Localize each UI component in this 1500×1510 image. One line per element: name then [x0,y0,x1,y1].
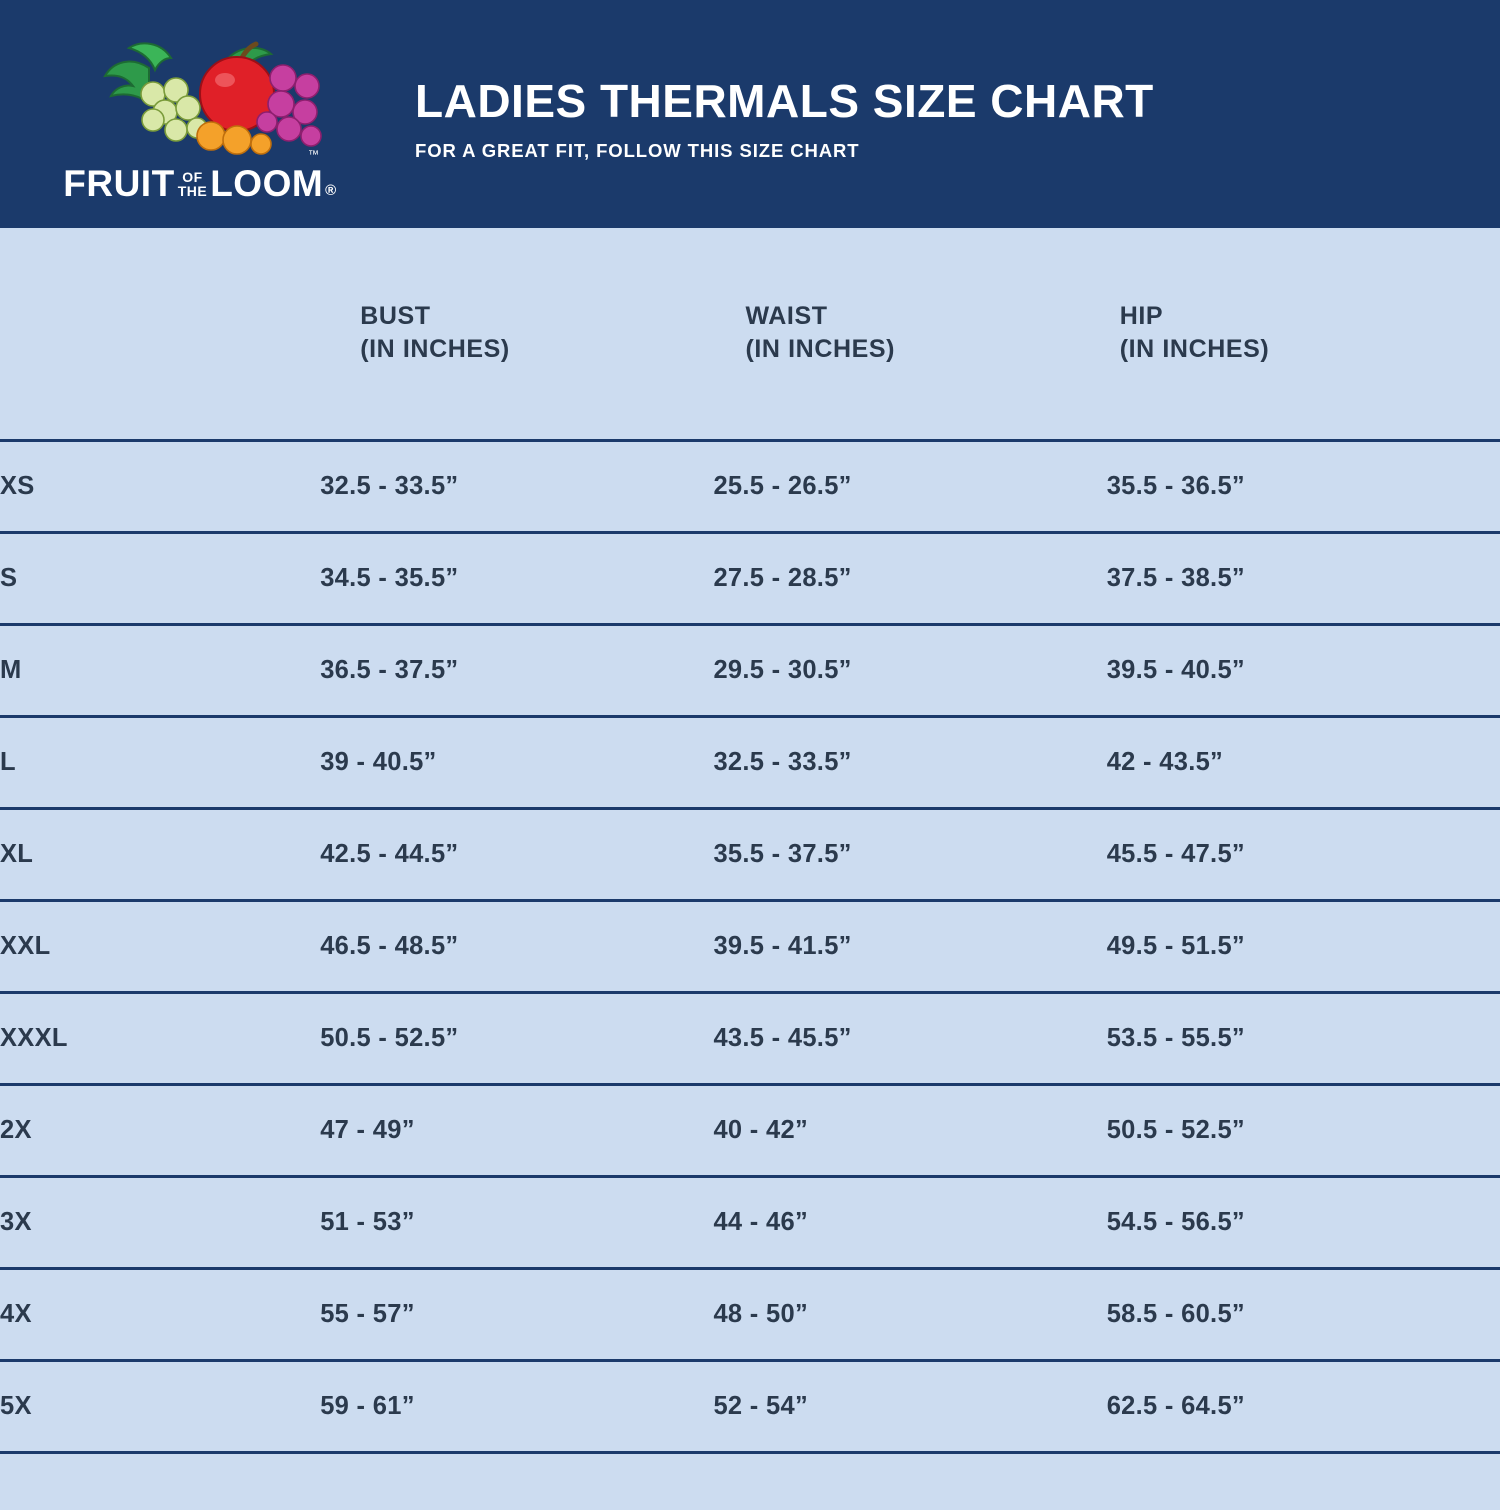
cell-bust: 42.5 - 44.5” [320,808,713,900]
cell-size: M [0,624,320,716]
cell-bust: 32.5 - 33.5” [320,440,713,532]
cell-size: 4X [0,1268,320,1360]
table-row [0,716,1500,808]
table-header-row [0,228,1500,440]
column-header-waist-title: WAIST [745,302,828,331]
brand-of-the [178,170,208,198]
table-row [0,624,1500,716]
cell-waist: 25.5 - 26.5” [713,440,1106,532]
cell-size: L [0,716,320,808]
cell-hip: 49.5 - 51.5” [1107,900,1500,992]
column-header-hip [1107,228,1500,440]
column-header-bust [320,228,713,440]
cell-size: 5X [0,1360,320,1452]
cell-waist: 40 - 42” [713,1084,1106,1176]
column-header-waist-unit: (IN INCHES) [745,335,896,364]
cell-size: 3X [0,1176,320,1268]
cell-waist: 35.5 - 37.5” [713,808,1106,900]
cell-waist: 52 - 54” [713,1360,1106,1452]
column-header-bust-title: BUST [360,302,431,331]
table-body [0,440,1500,1452]
cell-bust: 36.5 - 37.5” [320,624,713,716]
brand-trademark: ® [325,182,337,199]
brand-name-loom: LOOM [210,163,324,204]
cell-waist: 27.5 - 28.5” [713,532,1106,624]
cell-bust: 55 - 57” [320,1268,713,1360]
brand-logo [30,26,370,202]
cell-hip: 54.5 - 56.5” [1107,1176,1500,1268]
cell-size: S [0,532,320,624]
cell-waist: 44 - 46” [713,1176,1106,1268]
size-table [0,228,1500,1454]
chart-header [0,0,1500,228]
cell-hip: 58.5 - 60.5” [1107,1268,1500,1360]
table-row [0,1084,1500,1176]
table-row [0,1176,1500,1268]
cell-hip: 53.5 - 55.5” [1107,992,1500,1084]
table-row [0,1360,1500,1452]
cell-hip: 45.5 - 47.5” [1107,808,1500,900]
footer-spacer [0,1454,1500,1510]
brand-word-of: OF [182,169,203,185]
cell-bust: 59 - 61” [320,1360,713,1452]
table-row [0,440,1500,532]
table-row [0,1268,1500,1360]
column-header-bust-unit: (IN INCHES) [360,335,510,364]
table-row [0,992,1500,1084]
cell-waist: 29.5 - 30.5” [713,624,1106,716]
cell-hip: 42 - 43.5” [1107,716,1500,808]
size-table-container [0,228,1500,1454]
fruit-cluster-icon [75,32,325,160]
cell-bust: 47 - 49” [320,1084,713,1176]
header-text-block [370,66,1470,163]
column-header-hip-unit: (IN INCHES) [1119,335,1270,364]
cell-bust: 51 - 53” [320,1176,713,1268]
svg-text:™: ™ [308,149,319,160]
cell-hip: 39.5 - 40.5” [1107,624,1500,716]
table-row [0,900,1500,992]
table-row [0,808,1500,900]
cell-size: XS [0,440,320,532]
cell-hip: 35.5 - 36.5” [1107,440,1500,532]
cell-bust: 34.5 - 35.5” [320,532,713,624]
brand-word-the: THE [177,183,208,199]
cell-waist: 48 - 50” [713,1268,1106,1360]
cell-size: 2X [0,1084,320,1176]
cell-hip: 50.5 - 52.5” [1107,1084,1500,1176]
cell-waist: 39.5 - 41.5” [713,900,1106,992]
page-subtitle: FOR A GREAT FIT, FOLLOW THIS SIZE CHART [415,140,860,162]
cell-bust: 50.5 - 52.5” [320,992,713,1084]
page-title: LADIES THERMALS SIZE CHART [415,74,1154,127]
column-header-waist [713,228,1106,440]
brand-name-fruit: FRUIT [63,163,175,204]
cell-bust: 39 - 40.5” [320,716,713,808]
cell-waist: 32.5 - 33.5” [713,716,1106,808]
cell-hip: 62.5 - 64.5” [1107,1360,1500,1452]
cell-bust: 46.5 - 48.5” [320,900,713,992]
brand-wordmark [63,163,337,204]
column-header-hip-title: HIP [1119,302,1164,331]
cell-size: XXL [0,900,320,992]
table-row [0,532,1500,624]
cell-size: XXXL [0,992,320,1084]
cell-waist: 43.5 - 45.5” [713,992,1106,1084]
cell-size: XL [0,808,320,900]
cell-hip: 37.5 - 38.5” [1107,532,1500,624]
column-header-size [0,228,320,440]
